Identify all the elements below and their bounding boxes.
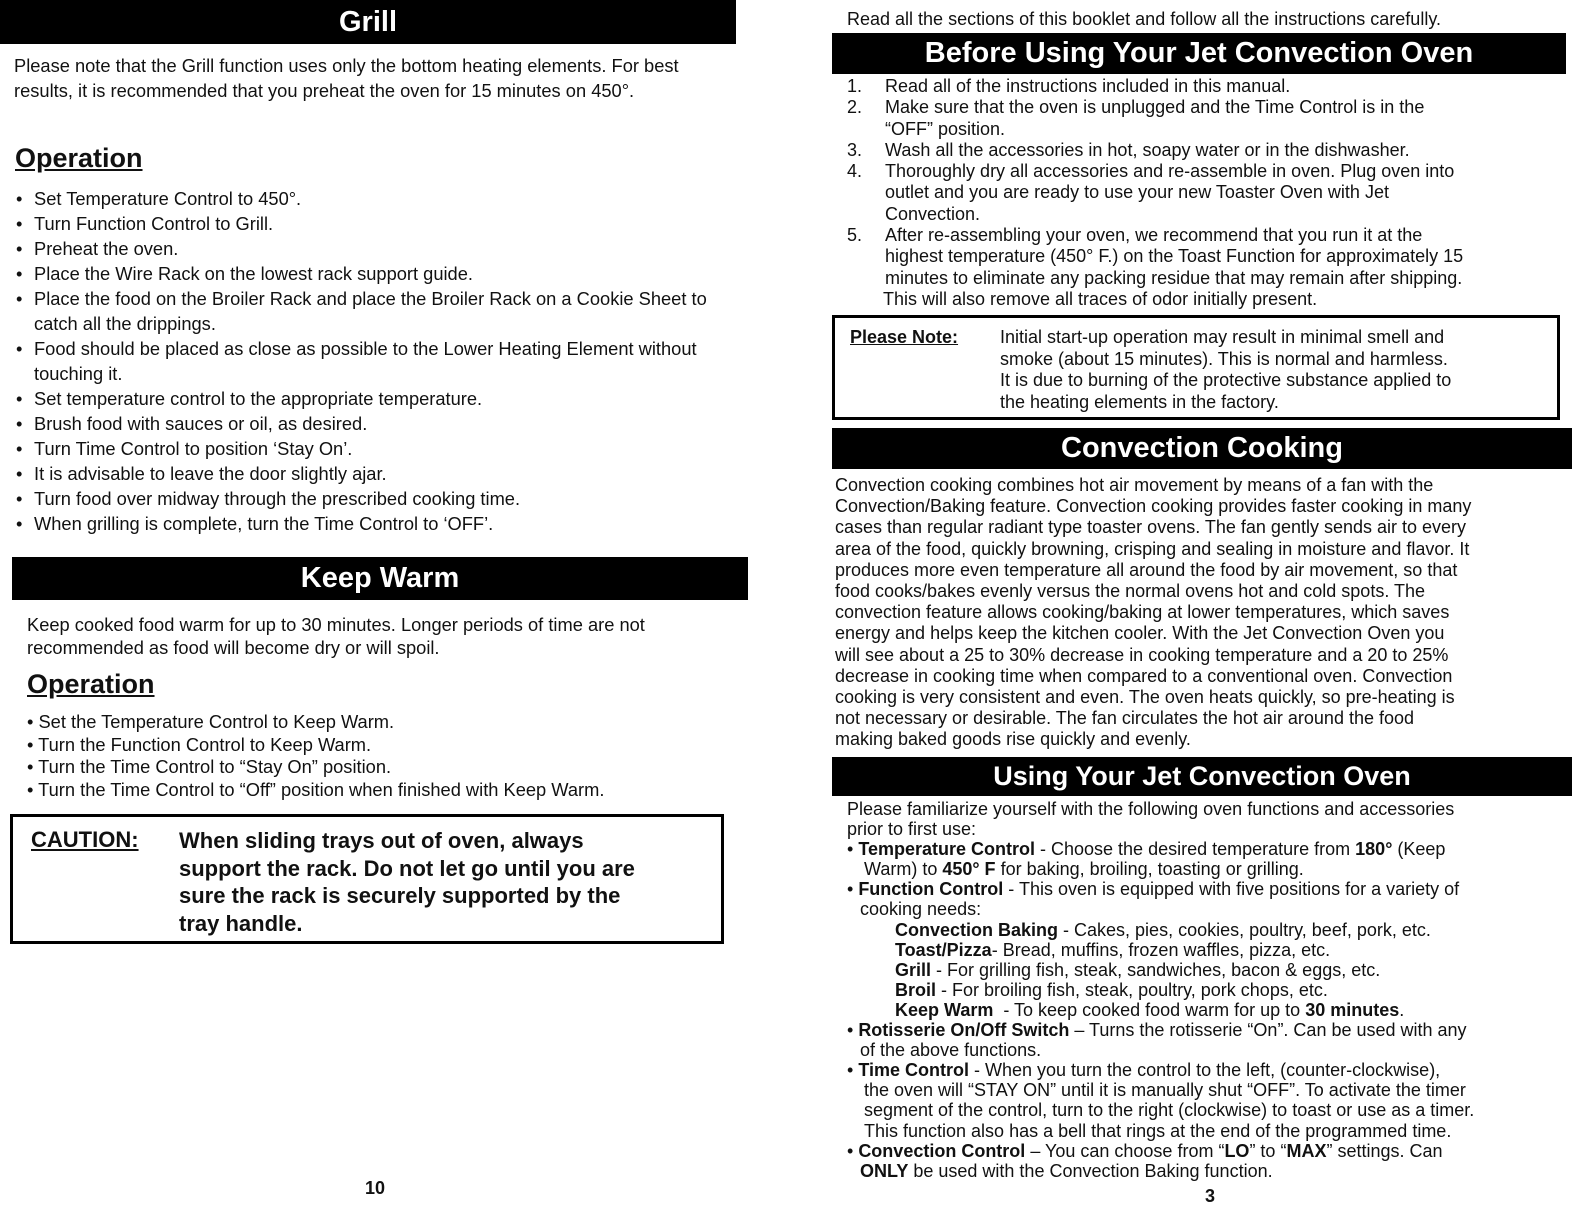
list-item: 1. Read all of the instructions included in this manual. bbox=[847, 76, 1291, 96]
list-item: • Food should be placed as close as possible to the Lower Heating Element without touching it. bbox=[14, 336, 734, 386]
keep-warm-steps-list bbox=[27, 711, 727, 801]
mode-keep-warm: Keep Warm - To keep cooked food warm for up to 30 minutes. bbox=[895, 999, 1405, 1020]
list-item: 4. Thoroughly dry all accessories and re-assemble in oven. Plug oven into outlet and you are ready to use your new Toaster Oven with Jet Convection. bbox=[847, 161, 1455, 224]
please-note-label: Please Note: bbox=[850, 327, 959, 347]
intro-line: Read all the sections of this booklet and follow all the instructions carefully. bbox=[847, 9, 1441, 29]
caution-line: sure the rack is securely supported by the bbox=[179, 883, 621, 908]
list-item: • Turn the Function Control to Keep Warm. bbox=[27, 734, 727, 757]
keep-warm-intro: Keep cooked food warm for up to 30 minutes. Longer periods of time are not recommended as food will become dry or will spoil. bbox=[27, 614, 645, 658]
convection-cooking-title-bar bbox=[832, 428, 1572, 469]
list-item: • Brush food with sauces or oil, as desired. bbox=[14, 411, 734, 436]
list-item: • Turn Time Control to position ‘Stay On’. bbox=[14, 436, 734, 461]
page-number-left: 10 bbox=[365, 1178, 386, 1198]
using-oven-title: Using Your Jet Convection Oven bbox=[993, 761, 1411, 791]
grill-title-bar bbox=[0, 0, 736, 44]
left-page bbox=[0, 0, 760, 1207]
time-control-item: • Time Control - When you turn the control to the left, (counter-clockwise), bbox=[847, 1060, 1441, 1081]
list-item: • Turn Function Control to Grill. bbox=[14, 211, 734, 236]
convection-cooking-title: Convection Cooking bbox=[1061, 432, 1343, 464]
function-control-item: • Function Control - This oven is equipped with five positions for a variety of bbox=[847, 879, 1460, 900]
page-number-right: 3 bbox=[1205, 1186, 1216, 1206]
before-using-steps bbox=[847, 76, 1557, 310]
caution-label: CAUTION: bbox=[31, 827, 139, 852]
caution-box bbox=[10, 814, 724, 944]
list-item: • When grilling is complete, turn the Time Control to ‘OFF’. bbox=[14, 511, 734, 536]
list-item: • Preheat the oven. bbox=[14, 236, 734, 261]
mode-toast-pizza: Toast/Pizza- Bread, muffins, frozen waffles, pizza, etc. bbox=[895, 939, 1331, 960]
caution-line: When sliding trays out of oven, always bbox=[179, 828, 584, 853]
list-item: 2. Make sure that the oven is unplugged and the Time Control is in the “OFF” position. bbox=[847, 97, 1425, 139]
list-item-continuation: This will also remove all traces of odor initially present. bbox=[883, 288, 1318, 309]
list-item: • Place the food on the Broiler Rack and place the Broiler Rack on a Cookie Sheet to catch all the drippings. bbox=[14, 286, 734, 336]
temperature-control-item: • Temperature Control - Choose the desired temperature from 180° (Keep bbox=[847, 839, 1446, 860]
before-using-title-bar bbox=[832, 33, 1566, 74]
please-note-box bbox=[832, 315, 1560, 420]
grill-intro: Please note that the Grill function uses only the bottom heating elements. For best results, it is recommended that you preheat the oven for 15 minutes on 450°. bbox=[14, 55, 679, 101]
list-item: • Set Temperature Control to 450°. bbox=[14, 186, 734, 211]
mode-convection-baking: Convection Baking - Cakes, pies, cookies, poultry, beef, pork, etc. bbox=[895, 919, 1431, 940]
list-item: • Set temperature control to the appropriate temperature. bbox=[14, 386, 734, 411]
list-item: • Turn the Time Control to “Off” position when finished with Keep Warm. bbox=[27, 779, 727, 802]
grill-operation-heading: Operation bbox=[15, 143, 143, 173]
list-item: • Turn the Time Control to “Stay On” position. bbox=[27, 756, 727, 779]
keep-warm-title: Keep Warm bbox=[300, 562, 460, 594]
mode-grill: Grill - For grilling fish, steak, sandwiches, bacon & eggs, etc. bbox=[895, 959, 1381, 980]
convection-control-item: • Convection Control – You can choose from “LO” to “MAX” settings. Can bbox=[847, 1140, 1443, 1161]
grill-steps-list bbox=[14, 186, 734, 536]
grill-title: Grill bbox=[338, 6, 397, 38]
caution-line: support the rack. Do not let go until you are bbox=[179, 855, 635, 881]
keep-warm-title-bar bbox=[12, 557, 748, 600]
keep-warm-operation-heading: Operation bbox=[27, 669, 155, 699]
list-item: • Set the Temperature Control to Keep Warm. bbox=[27, 711, 727, 734]
using-oven-title-bar bbox=[832, 757, 1572, 796]
rotisserie-switch-item: • Rotisserie On/Off Switch – Turns the rotisserie “On”. Can be used with any bbox=[847, 1020, 1467, 1041]
please-note-text: Initial start-up operation may result in minimal smell and smoke (about 15 minutes). This is normal and harmless. It is due to burning of the protective substance applied to the heating elements in the factory. bbox=[1000, 327, 1452, 412]
caution-line: tray handle. bbox=[179, 910, 303, 936]
using-oven-body: Please familiarize yourself with the following oven functions and accessories prior to first use: • Temperature Control - Choose the desired temperature from 180° (Keep Warm) to 450° F for baking, broiling, toasting or grilling. • Function Control - This oven is equipped with five positions for a variety of cooking needs: Convection Baking - Cakes, pies, cookies, poultry, beef, pork, etc. Toast/Pizza- Bread, muffins, frozen waffles, pizza, etc. Grill - For grilling fish, steak, sandwiches, bacon & eggs, etc. Broil - For broiling fish, steak, poultry, pork chops, etc. Keep Warm - To keep cooked food warm for up to 30 minutes. • Rotisserie On/Off Switch – Turns the rotisserie “On”. Can be used with any of the above functions. • Time Control - When you turn the control to the left, (counter-clockwise), the oven will “STAY ON” until it is manually shut “OFF”. To activate the timer segment of the control, turn to the right (clockwise) to toast or use as a timer. This function also has a bell that rings at the end of the programmed time. • Convection Control – You can choose from “LO” to “MAX” settings. Can ONLY be used with the Convection Baking function. bbox=[847, 799, 1475, 1181]
list-item: 3. Wash all the accessories in hot, soapy water or in the dishwasher. bbox=[847, 139, 1410, 160]
before-using-title: Before Using Your Jet Convection Oven bbox=[924, 37, 1474, 69]
caution-text bbox=[179, 827, 635, 937]
mode-broil: Broil - For broiling fish, steak, poultry, pork chops, etc. bbox=[895, 979, 1328, 1000]
list-item: • Turn food over midway through the prescribed cooking time. bbox=[14, 486, 734, 511]
list-item: • It is advisable to leave the door slightly ajar. bbox=[14, 461, 734, 486]
right-page bbox=[830, 0, 1572, 1207]
convection-cooking-body: Convection cooking combines hot air movement by means of a fan with the Convection/Baking feature. Convection cooking provides faster cooking in many cases than regular radiant type toaster ovens. The fan gently sends air to every area of the food, quickly browning, crisping and sealing in moisture and flavor. It produces more even temperature all around the food by air movement, so that food cooks/bakes evenly versus the normal ovens hot and cold spots. The convection feature allows cooking/baking at lower temperatures, which saves energy and helps keep the kitchen cooler. With the Jet Convection Oven you will see about a 25 to 30% decrease in cooking temperature and a 20 to 25% decrease in cooking time when compared to a conventional oven. Convection cooking is very consistent and even. The oven heats quickly, so pre-heating is not necessary or desirable. The fan circulates the hot air around the food making baked goods rise quickly and evenly. bbox=[835, 475, 1472, 750]
list-item: • Place the Wire Rack on the lowest rack support guide. bbox=[14, 261, 734, 286]
list-item: 5. After re-assembling your oven, we recommend that you run it at the highest temperature (450° F.) on the Toast Function for approximately 15 minutes to eliminate any packing residue that may remain after shipping. bbox=[847, 225, 1464, 288]
